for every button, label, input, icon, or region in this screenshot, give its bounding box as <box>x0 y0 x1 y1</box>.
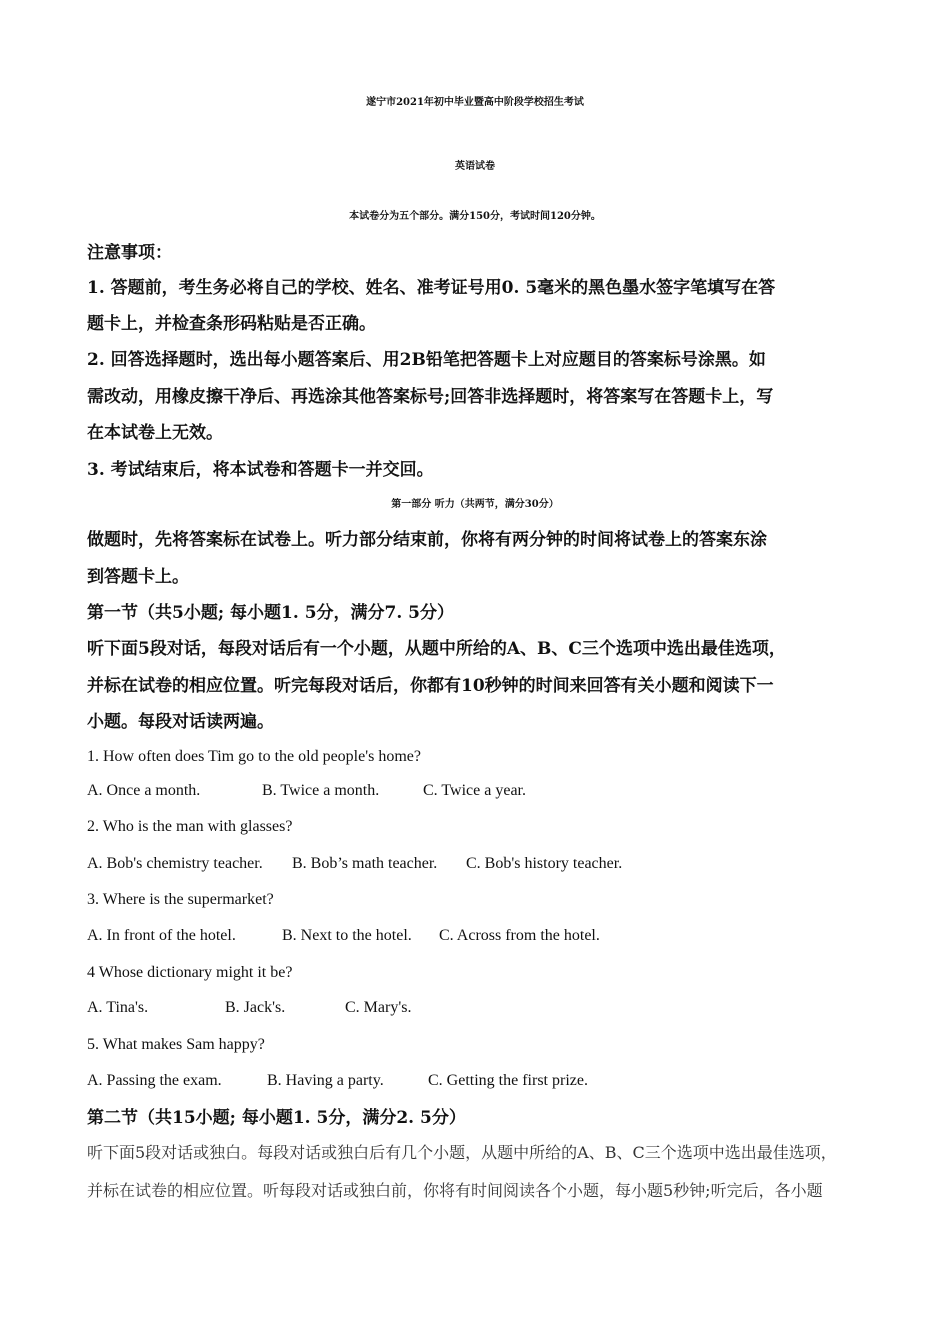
question-1-option-b: B. Twice a month. <box>262 782 380 799</box>
note-1-line-2: 题卡上，并检查条形码粘贴是否正确。 <box>87 314 376 334</box>
note-2-line-1: 2. 回答选择题时，选出每小题答案后、用2B铅笔把答题卡上对应题目的答案标号涂黑。如 <box>87 350 766 370</box>
section1-instr-line-3: 小题。每段对话读两遍。 <box>87 712 274 732</box>
section1-instr-line-1: 听下面5段对话，每段对话后有一个小题，从题中所给的A、B、C三个选项中选出最佳选项， <box>87 639 786 659</box>
question-3-option-a: A. In front of the hotel. <box>87 927 236 944</box>
question-5-option-c: C. Getting the first prize. <box>428 1072 588 1089</box>
part1-heading: 第一部分 听力（共两节，满分30分） <box>391 499 559 510</box>
question-4-option-a: A. Tina's. <box>87 999 149 1016</box>
question-1-option-c: C. Twice a year. <box>423 782 526 799</box>
note-2-line-3: 在本试卷上无效。 <box>87 423 223 443</box>
section1-heading: 第一节（共5小题; 每小题1. 5分，满分7. 5分） <box>87 603 455 623</box>
part1-intro-line-1: 做题时，先将答案标在试卷上。听力部分结束前，你将有两分钟的时间将试卷上的答案东涂 <box>87 530 767 550</box>
question-2-option-b: B. Bob’s math teacher. <box>292 855 438 872</box>
question-5-option-b: B. Having a party. <box>267 1072 384 1089</box>
exam-subtitle: 英语试卷 <box>455 161 495 172</box>
question-3-option-b: B. Next to the hotel. <box>282 927 412 944</box>
section2-heading: 第二节（共15小题; 每小题1. 5分，满分2. 5分） <box>87 1108 466 1128</box>
section2-instr-line-2: 并标在试卷的相应位置。听每段对话或独白前，你将有时间阅读各个小题，每小题5秒钟;听完后，各小题 <box>87 1181 823 1200</box>
exam-info: 本试卷分为五个部分。满分150分，考试时间120分钟。 <box>349 211 601 222</box>
note-1-line-1: 1. 答题前，考生务必将自己的学校、姓名、准考证号用0. 5毫米的黑色墨水签字笔填写在答 <box>87 278 776 298</box>
question-2: 2. Who is the man with glasses? <box>87 818 293 835</box>
question-1-option-a: A. Once a month. <box>87 782 201 799</box>
part1-intro-line-2: 到答题卡上。 <box>87 567 189 587</box>
question-5-option-a: A. Passing the exam. <box>87 1072 222 1089</box>
question-4: 4 Whose dictionary might it be? <box>87 964 293 981</box>
notes-heading: 注意事项： <box>87 243 172 263</box>
section2-instr-line-1: 听下面5段对话或独白。每段对话或独白后有几个小题，从题中所给的A、B、C三个选项中选出最佳选项， <box>87 1143 837 1162</box>
question-1: 1. How often does Tim go to the old people's home? <box>87 748 421 765</box>
question-5: 5. What makes Sam happy? <box>87 1036 265 1053</box>
question-2-option-c: C. Bob's history teacher. <box>466 855 623 872</box>
note-3: 3. 考试结束后，将本试卷和答题卡一并交回。 <box>87 460 434 480</box>
question-3: 3. Where is the supermarket? <box>87 891 274 908</box>
section1-instr-line-2: 并标在试卷的相应位置。听完每段对话后，你都有10秒钟的时间来回答有关小题和阅读下一 <box>87 676 774 696</box>
question-4-option-b: B. Jack's. <box>225 999 286 1016</box>
question-2-option-a: A. Bob's chemistry teacher. <box>87 855 263 872</box>
exam-title: 遂宁市2021年初中毕业暨高中阶段学校招生考试 <box>366 97 584 108</box>
question-4-option-c: C. Mary's. <box>345 999 412 1016</box>
question-3-option-c: C. Across from the hotel. <box>439 927 600 944</box>
note-2-line-2: 需改动，用橡皮擦干净后、再选涂其他答案标号;回答非选择题时，将答案写在答题卡上，写 <box>87 387 774 407</box>
